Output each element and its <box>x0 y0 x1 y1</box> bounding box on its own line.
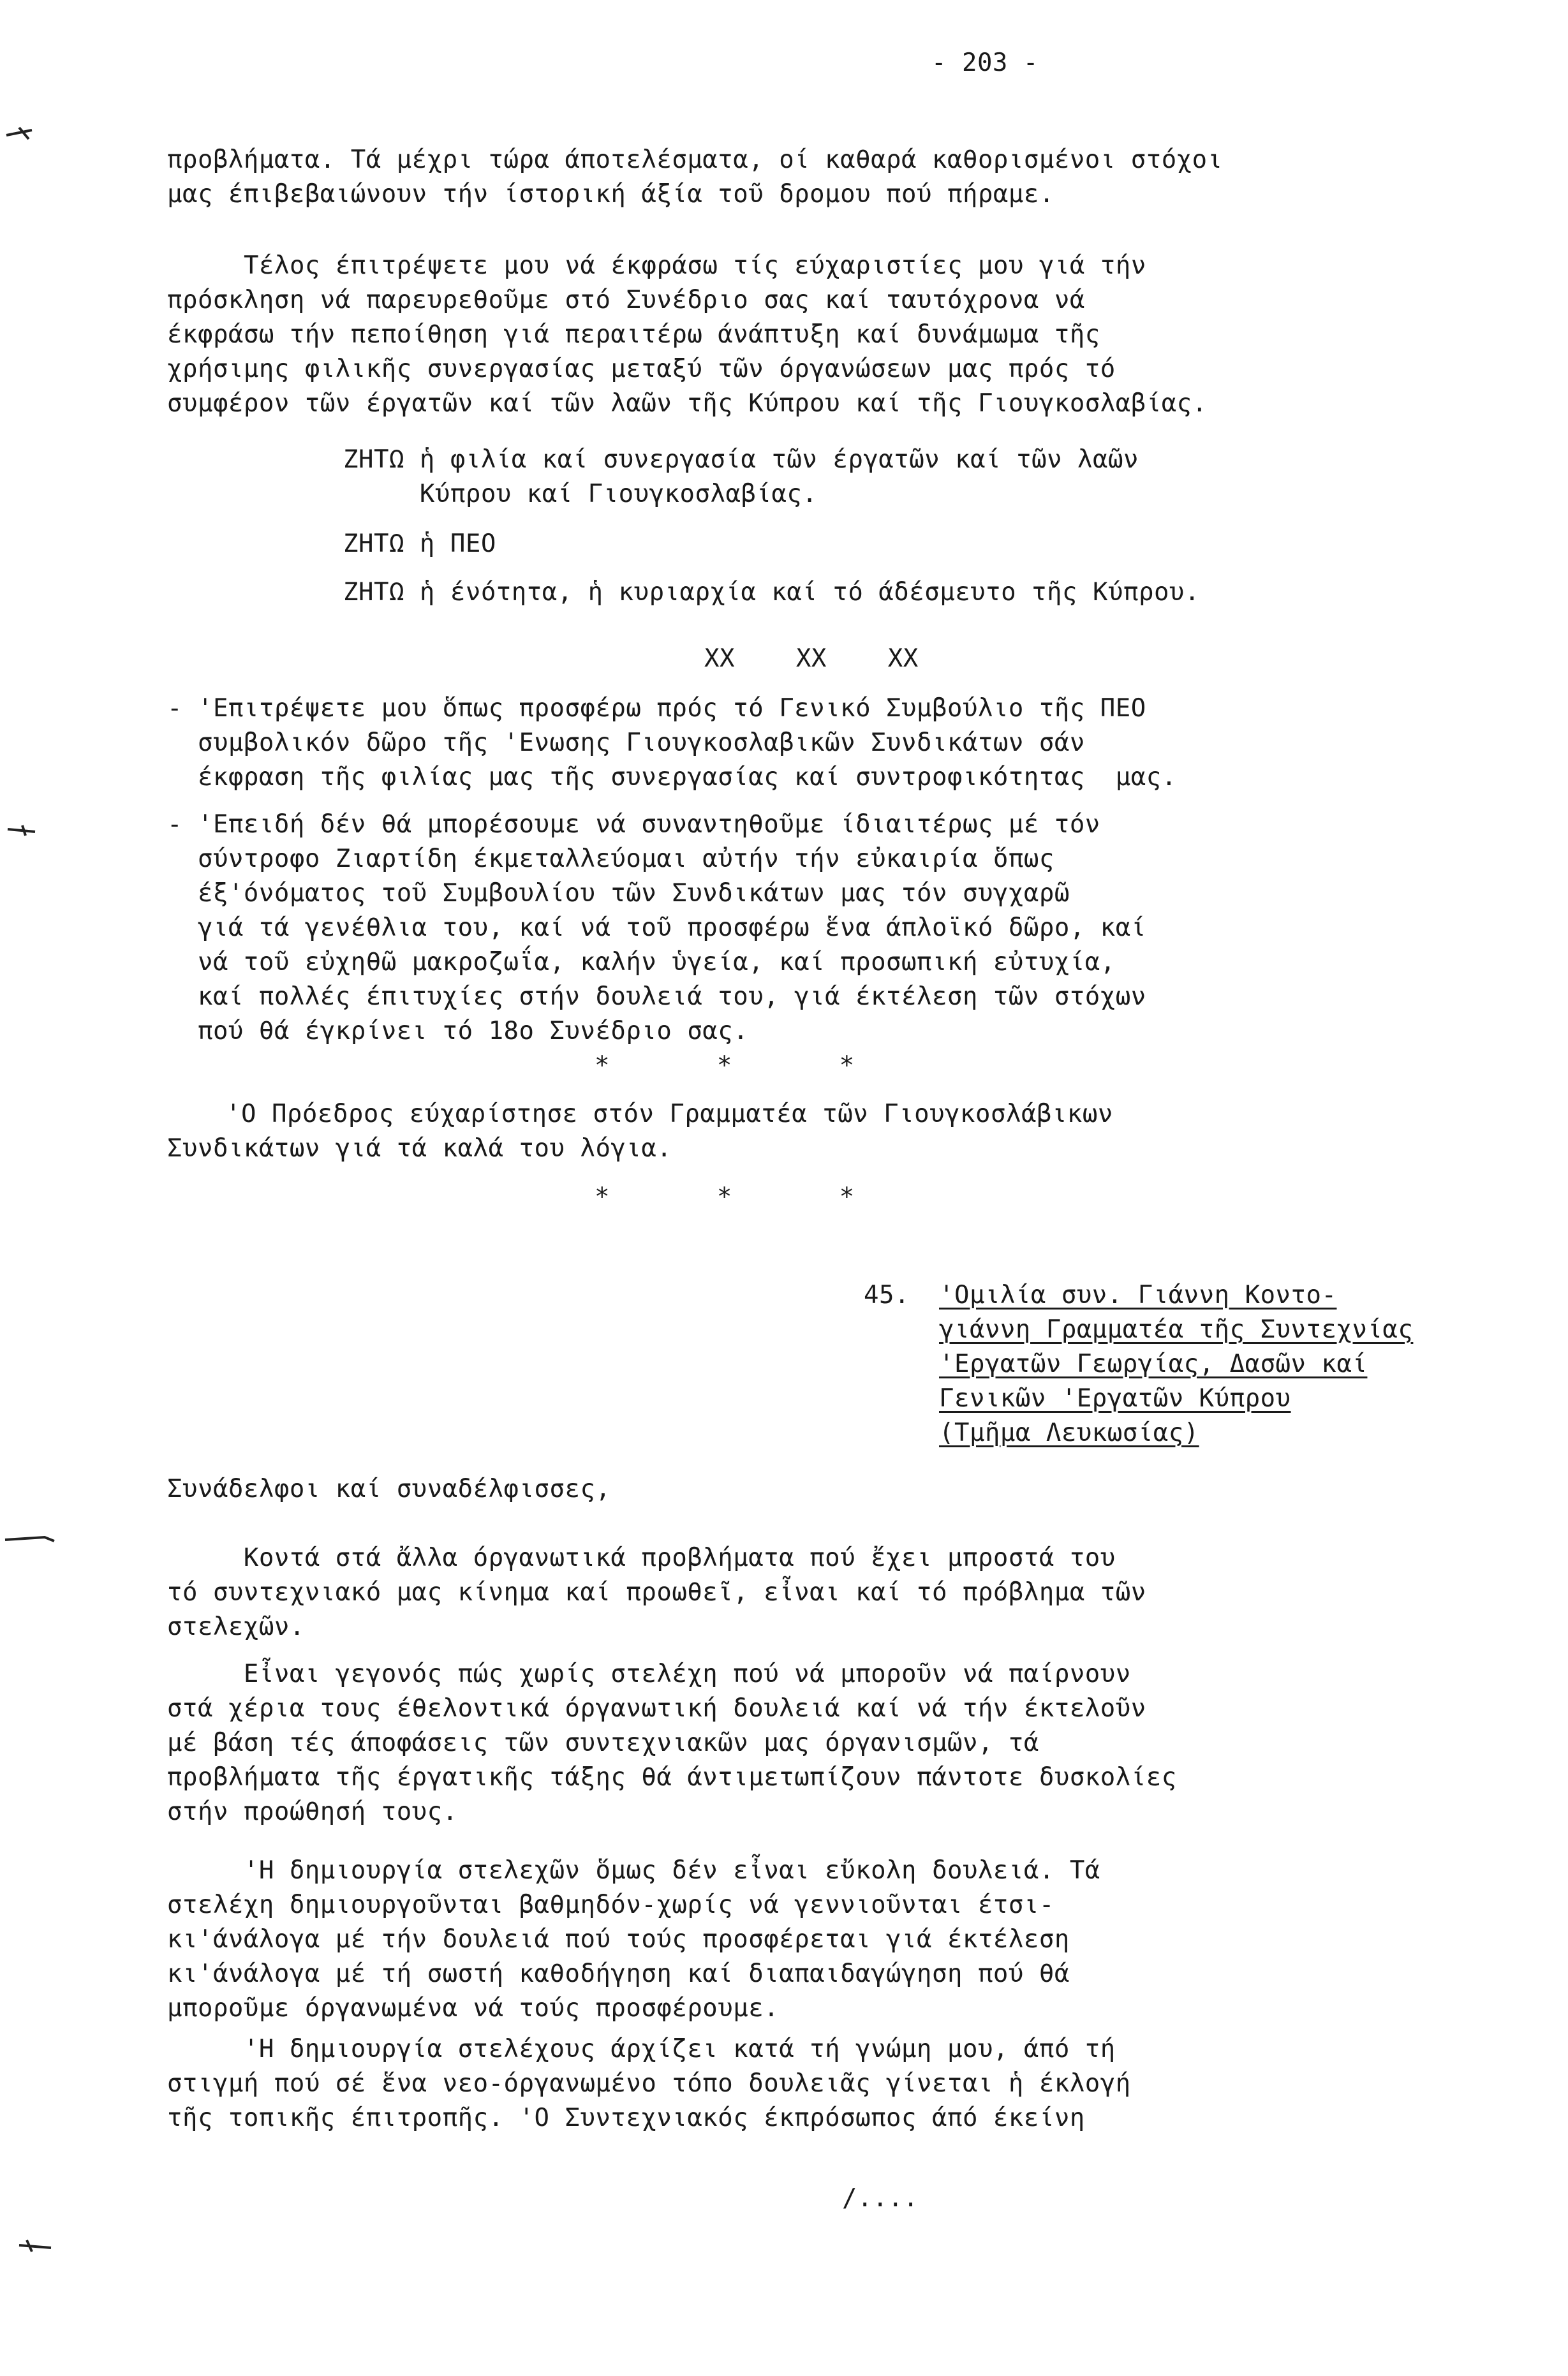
para1-line-2: μας έπιβεβαιώνουν τήν ίστορική άξία τοῦ δρομου πού πήραμε. <box>167 180 1054 209</box>
xx-separator: XX XX XX <box>704 644 919 673</box>
dimiourgia1-line-5: μποροῦμε όργανωμένα νά τούς προσφέρουμε. <box>167 1994 780 2023</box>
para2-line-3: έκφράσω τήν πεποίθηση γιά περαιτέρω άνάπτυξη καί δυνάμωμα τῆς <box>167 320 1100 349</box>
dimiourgia1-line-2: στελέχη δημιουργοῦνται βαθμηδόν-χωρίς νά γεννιοῦνται έτσι- <box>167 1891 1054 1919</box>
bullet1-line-2: συμβολικόν δῶρο τῆς 'Ενωσης Γιουγκοσλαβικῶν Συνδικάτων σάν <box>167 728 1085 757</box>
stars-separator-2: * * * <box>595 1183 855 1211</box>
dimiourgia1-line-1: 'Η δημιουργία στελεχῶν ὅμως δέν εἶναι εὔκολη δουλειά. Τά <box>167 1856 1100 1885</box>
konta-line-3: στελεχῶν. <box>167 1612 305 1641</box>
president-line-2: Συνδικάτων γιά τά καλά του λόγια. <box>167 1134 672 1163</box>
einai-line-4: προβλήματα τῆς έργατικῆς τάξης θά άντιμετωπίζουν πάντοτε δυσκολίες <box>167 1763 1177 1792</box>
speech-title-line-2: γιάννη Γραμματέα τῆς Συντεχνίας <box>939 1315 1414 1344</box>
scan-mark-icon <box>13 2232 64 2258</box>
einai-line-3: μέ βάση τές άποφάσεις τῶν συντεχνιακῶν μας όργανισμῶν, τά <box>167 1729 1039 1757</box>
dimiourgia2-line-3: τῆς τοπικῆς έπιτροπῆς. 'Ο Συντεχνιακός έκπρόσωπος άπό έκείνη <box>167 2104 1085 2132</box>
speech-title-line-5: (Τμῆμα Λευκωσίας) <box>939 1419 1199 1447</box>
bullet2-line-6: καί πολλές έπιτυχίες στήν δουλειά του, γιά έκτέλεση τῶν στόχων <box>167 982 1146 1011</box>
bullet2-line-3: έξ'όνόματος τοῦ Συμβουλίου τῶν Συνδικάτων μας τόν συγχαρῶ <box>167 879 1070 908</box>
dimiourgia1-line-4: κι'άνάλογα μέ τή σωστή καθοδήγηση καί διαπαιδαγώγηση πού θά <box>167 1959 1070 1988</box>
scan-mark-icon <box>0 1524 64 1550</box>
para2-line-2: πρόσκληση νά παρευρεθοῦμε στό Συνέδριο σας καί ταυτόχρονα νά <box>167 286 1085 314</box>
para2-line-5: συμφέρον τῶν έργατῶν καί τῶν λαῶν τῆς Κύπρου καί τῆς Γιουγκοσλαβίας. <box>167 389 1208 418</box>
scan-mark-icon <box>0 121 51 147</box>
page-number: - 203 - <box>931 48 1039 77</box>
continuation-mark: /.... <box>842 2184 919 2213</box>
dimiourgia2-line-2: στιγμή πού σέ ἕνα νεο-όργανωμένο τόπο δουλειᾶς γίνεται ἡ έκλογή <box>167 2069 1131 2098</box>
dimiourgia1-line-3: κι'άνάλογα μέ τήν δουλειά πού τούς προσφέρεται γιά έκτέλεση <box>167 1925 1070 1954</box>
bullet2-line-2: σύντροφο Ζιαρτίδη έκμεταλλεύομαι αὐτήν τήν εὐκαιρία ὅπως <box>167 845 1054 873</box>
salutation: Συνάδελφοι καί συναδέλφισσες, <box>167 1475 611 1503</box>
speech-title-line-4: Γενικῶν 'Εργατῶν Κύπρου <box>939 1384 1291 1413</box>
para2-line-1: Τέλος έπιτρέψετε μου νά έκφράσω τίς εύχαριστίες μου γιά τήν <box>244 251 1146 280</box>
bullet2-line-5: νά τοῦ εὐχηθῶ μακροζωΐα, καλήν ὑγεία, καί προσωπική εὐτυχία, <box>167 948 1116 977</box>
bullet1-line-3: έκφραση τῆς φιλίας μας τῆς συνεργασίας καί συντροφικότητας μας. <box>167 763 1177 792</box>
bullet2-line-4: γιά τά γενέθλια του, καί νά τοῦ προσφέρω ἕνα άπλοϊκό δῶρο, καί <box>167 913 1146 942</box>
bullet1-line-1: - 'Επιτρέψετε μου ὅπως προσφέρω πρός τό Γενικό Συμβούλιο τῆς ΠΕΟ <box>167 694 1146 723</box>
speech-title-line-1: 'Ομιλία συν. Γιάννη Κοντο- <box>939 1281 1337 1310</box>
president-line-1: 'Ο Πρόεδρος εύχαρίστησε στόν Γραμματέα τῶν Γιουγκοσλάβικων <box>226 1100 1113 1128</box>
konta-line-1: Κοντά στά ἄλλα όργανωτικά προβλήματα πού ἔχει μπροστά του <box>167 1544 1116 1572</box>
zito-line-3: ΖΗΤΩ ἡ ΠΕΟ <box>343 529 496 558</box>
bullet2-line-7: πού θά έγκρίνει τό 18ο Συνέδριο σας. <box>167 1017 749 1045</box>
para2-line-4: χρήσιμης φιλικῆς συνεργασίας μεταξύ τῶν όργανώσεων μας πρός τό <box>167 355 1116 383</box>
einai-line-5: στήν προώθησή τους. <box>167 1797 458 1826</box>
item-number: 45. <box>864 1281 910 1310</box>
stars-separator-1: * * * <box>595 1051 855 1080</box>
bullet2-line-1: - 'Επειδή δέν θά μπορέσουμε νά συναντηθοῦμε ίδιαιτέρως μέ τόν <box>167 810 1100 839</box>
konta-line-2: τό συντεχνιακό μας κίνημα καί προωθεῖ, εἶναι καί τό πρόβλημα τῶν <box>167 1578 1146 1607</box>
dimiourgia2-line-1: 'Η δημιουργία στελέχους άρχίζει κατά τή γνώμη μου, άπό τή <box>167 2035 1116 2063</box>
para1-line-1: προβλήματα. Τά μέχρι τώρα άποτελέσματα, οί καθαρά καθορισμένοι στόχοι <box>167 145 1223 174</box>
zito-line-1: ΖΗΤΩ ἡ φιλία καί συνεργασία τῶν έργατῶν καί τῶν λαῶν <box>343 445 1139 474</box>
speech-title-line-3: 'Εργατῶν Γεωργίας, Δασῶν καί <box>939 1350 1368 1378</box>
einai-line-2: στά χέρια τους έθελοντικά όργανωτική δουλειά καί νά τήν έκτελοῦν <box>167 1694 1146 1723</box>
scan-mark-icon <box>0 816 51 842</box>
zito-line-4: ΖΗΤΩ ἡ ένότητα, ἡ κυριαρχία καί τό άδέσμευτο τῆς Κύπρου. <box>343 578 1200 607</box>
zito-line-2: Κύπρου καί Γιουγκοσλαβίας. <box>343 480 818 508</box>
einai-line-1: Εἶναι γεγονός πώς χωρίς στελέχη πού νά μποροῦν νά παίρνουν <box>167 1660 1131 1688</box>
